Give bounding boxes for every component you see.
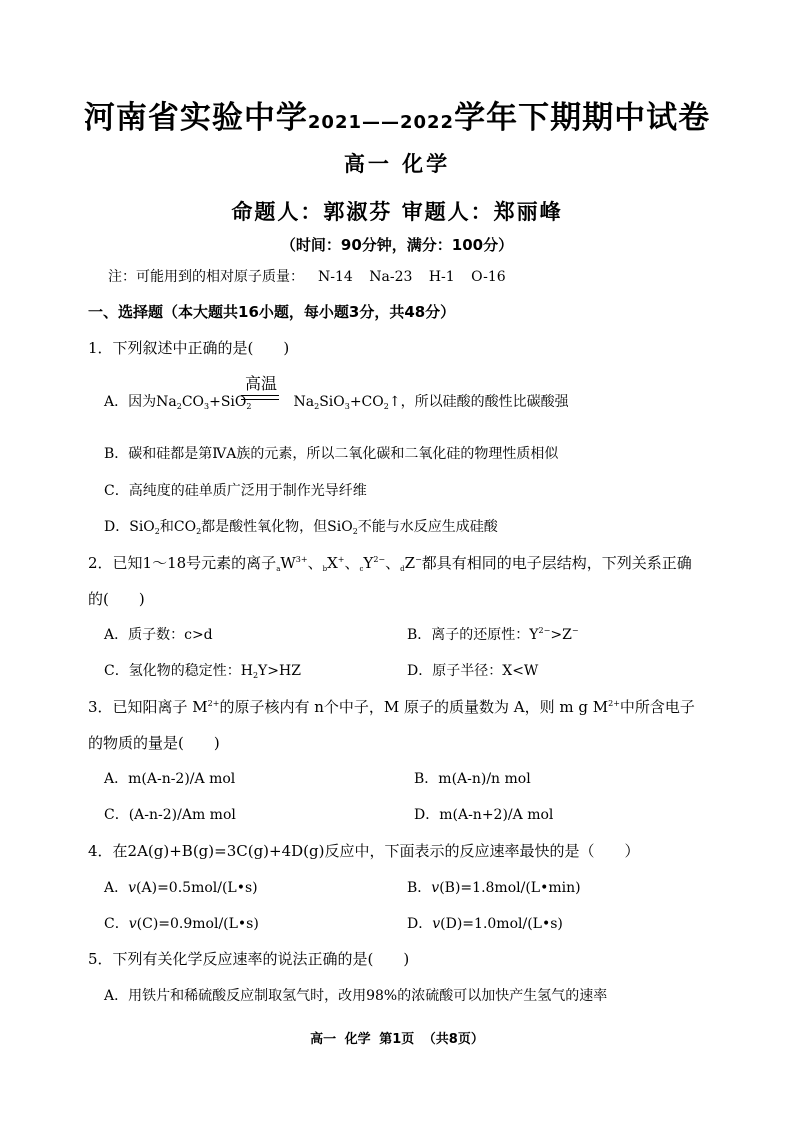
atomic-mass-note: 注：可能用到的相对原子质量： N-14 Na-23 H-1 O-16 <box>108 269 506 285</box>
q1-option-b: B．碳和硅都是第ⅣA族的元素，所以二氧化碳和二氧化硅的物理性质相似 <box>104 446 559 462</box>
question-2-stem: 2．已知1～18号元素的离子$_aW^{3+}$、$_b$X+、$_cY^{2-}$、$_d$Z−都具有相同的电子层结构，下列关系正确 <box>88 554 692 573</box>
exam-title: 河南省实验中学2021——2022学年下期期中试卷 <box>83 100 711 136</box>
question-4-stem: 4．在2A(g)+B(g)=3C(g)+4D(g)反应中，下面表示的反应速率最快的是（ ） <box>88 842 640 860</box>
reaction-condition: 高温 <box>245 374 278 393</box>
q1-option-a: A．因为$Na_2CO_3+SiO_2$ $Na_2SiO_3+CO_2↑$，所以硅酸的酸性比碳酸强 <box>104 394 569 411</box>
question-3-stem: 3．已知阳离子 $M^{2+}$的原子核内有 n个中子，M 原子的质量数为 A，则 m g $M^{2+}$中所含电子 <box>88 698 695 716</box>
question-3-stem-line2: 的物质的量是( ) <box>88 734 220 752</box>
q4-option-d: D．v(D)=1.0mol/(L•s) <box>407 916 563 932</box>
q4-option-c: C．v(C)=0.9mol/(L•s) <box>104 916 259 932</box>
q3-option-d: D．m(A-n+2)/A mol <box>414 807 554 823</box>
q3-option-a: A．m(A-n-2)/A mol <box>104 771 236 787</box>
q5-option-a: A．用铁片和稀硫酸反应制取氢气时，改用98%的浓硫酸可以加快产生氢气的速率 <box>104 988 608 1004</box>
q2-option-d: D．原子半径：X<W <box>407 663 539 679</box>
question-1-stem: 1．下列叙述中正确的是( ) <box>88 339 290 357</box>
q4-option-b: B．v(B)=1.8mol/(L•min) <box>407 880 581 896</box>
authors-line: 命题人：郭淑芬 审题人：郑丽峰 <box>231 200 563 224</box>
q2-option-c: C．氢化物的稳定性：$H_2Y>HZ$ <box>104 663 301 680</box>
q2-option-a: A．质子数：c>d <box>104 627 213 643</box>
page-footer: 高一 化学 第1页 （共8页） <box>310 1032 484 1047</box>
question-5-stem: 5．下列有关化学反应速率的说法正确的是( ) <box>88 950 410 968</box>
subject-title: 高一 化学 <box>343 152 451 176</box>
q3-option-c: C．(A-n-2)/Am mol <box>104 807 236 823</box>
q2-option-b: B．离子的还原性：$Y^{2-}>Z^-$ <box>407 626 579 643</box>
q3-option-b: B．m(A-n)/n mol <box>414 771 531 787</box>
q1-option-c: C．高纯度的硅单质广泛用于制作光导纤维 <box>104 483 367 499</box>
section-heading: 一、选择题（本大题共16小题，每小题3分，共48分） <box>88 303 456 321</box>
q1-option-d: D．SiO$_2$和$CO_2$都是酸性氧化物，但SiO$_2$不能与水反应生成硅酸 <box>104 519 498 536</box>
time-info: （时间：90分钟，满分：100分） <box>280 236 514 254</box>
q4-option-a: A．v(A)=0.5mol/(L•s) <box>104 880 258 896</box>
question-2-stem-line2: 的( ) <box>88 590 145 608</box>
